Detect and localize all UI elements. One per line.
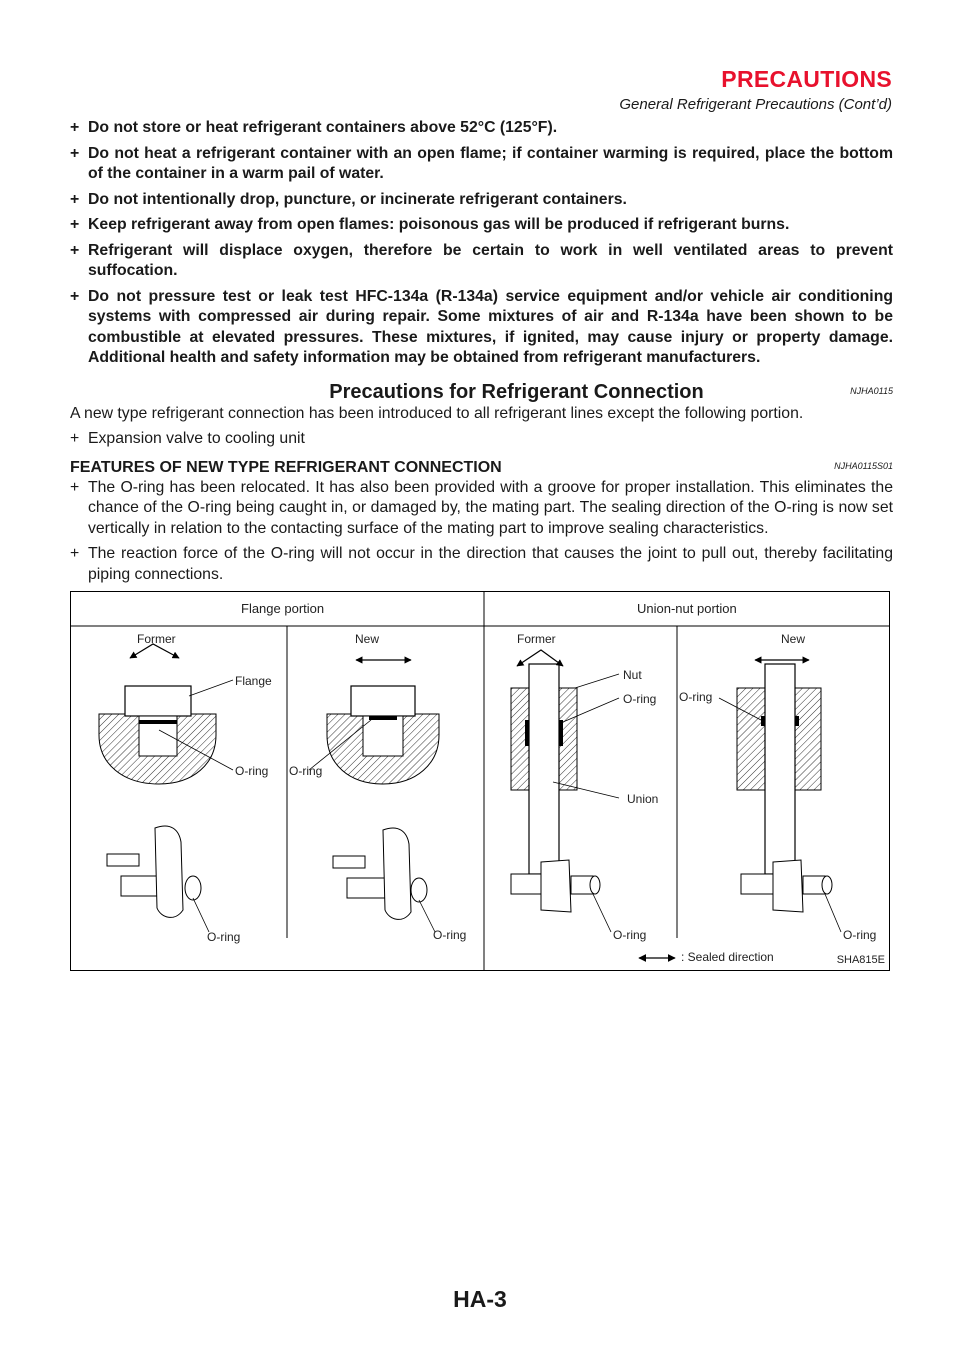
- figure-drawing: [71, 592, 891, 972]
- new-flange-label: New: [355, 632, 380, 646]
- former-flange-iso: [107, 826, 209, 932]
- warning-item: + Do not pressure test or leak test HFC-134a (R-134a) service equipment and/or vehicle air conditioning systems with compressed air during repair. Some mixtures of air and R-134a have been shown to be combustible at elevated pressures. These mixtures, if ignited, may cause injury or property damage. Additional health and safety information may be obtained from refrigerant manufacturers.: [70, 287, 893, 366]
- page-number: HA-3: [453, 1286, 507, 1312]
- bullet-mark: +: [70, 478, 80, 496]
- oring-callout-iso-3: O-ring: [613, 928, 647, 942]
- figure-id: SHA815E: [836, 954, 885, 966]
- bullet-mark: +: [70, 287, 80, 305]
- oring-callout-new-flange: O-ring: [289, 764, 323, 778]
- content: [70, 118, 893, 590]
- new-union-iso: [741, 860, 841, 932]
- warning-item: + Keep refrigerant away from open flames: poisonous gas will be produced if refrigerant burns.: [70, 215, 893, 236]
- oring-callout-iso-1: O-ring: [207, 930, 241, 944]
- bullet-mark: +: [70, 119, 80, 136]
- connection-figure: [70, 591, 890, 971]
- nut-callout: Nut: [623, 668, 642, 682]
- warning-list: [70, 118, 893, 369]
- union-nut-portion-label: Union-nut portion: [637, 601, 737, 616]
- feature-item: + The reaction force of the O-ring will not occur in the direction that causes the joint to pull out, thereby facilitating piping connections.: [70, 545, 893, 583]
- union-callout: Union: [627, 792, 659, 806]
- warning-item: + Do not intentionally drop, puncture, or incinerate refrigerant containers.: [70, 190, 893, 211]
- header-subtitle: General Refrigerant Precautions (Cont’d): [619, 96, 892, 113]
- bullet-mark: +: [70, 144, 80, 162]
- bullet-mark: +: [70, 216, 80, 233]
- section-intro: A new type refrigerant connection has been introduced to all refrigerant lines except the following portion.: [70, 404, 804, 422]
- former-flange-label: Former: [137, 632, 176, 646]
- features-code: NJHA0115S01: [834, 460, 893, 471]
- bullet-mark: +: [70, 545, 80, 562]
- exception-list: [70, 429, 893, 450]
- oring-callout-iso-4: O-ring: [843, 928, 877, 942]
- former-union-iso: [511, 860, 611, 932]
- bullet-mark: +: [70, 430, 80, 447]
- oring-callout-iso-2: O-ring: [433, 928, 467, 942]
- section-title: Precautions for Refrigerant Connection NJHA0115: [329, 380, 893, 403]
- new-flange-drawing: [309, 660, 439, 784]
- exception-item: + Expansion valve to cooling unit: [70, 429, 893, 450]
- bullet-mark: +: [70, 190, 80, 208]
- new-union-label: New: [781, 632, 806, 646]
- warning-item: + Do not store or heat refrigerant containers above 52°C (125°F).: [70, 118, 893, 139]
- warning-item: + Do not heat a refrigerant container with an open flame; if container warming is required, place the bottom of the container in a warm pail of water.: [70, 144, 893, 182]
- header-title: PRECAUTIONS: [721, 66, 892, 92]
- oring-callout-former-union: O-ring: [623, 692, 657, 706]
- former-union-label: Former: [517, 632, 556, 646]
- warning-item: + Refrigerant will displace oxygen, therefore be certain to work in well ventilated areas to prevent suffocation.: [70, 241, 893, 279]
- page-header: [0, 66, 892, 114]
- flange-callout: Flange: [235, 674, 272, 688]
- section-code: NJHA0115: [850, 385, 893, 396]
- oring-callout-former-flange: O-ring: [235, 764, 269, 778]
- former-union-drawing: [511, 650, 619, 874]
- new-union-drawing: [719, 660, 821, 874]
- features-heading: FEATURES OF NEW TYPE REFRIGERANT CONNECTION NJHA0115S01: [70, 458, 893, 478]
- bullet-mark: +: [70, 241, 80, 259]
- oring-callout-new-union: O-ring: [679, 690, 713, 704]
- features-list: [70, 478, 893, 586]
- feature-item: + The O-ring has been relocated. It has also been provided with a groove for proper installation. This eliminates the chance of the O-ring being caught in, or damaged by, the mating part. The sealing direction of the O-ring is now set vertically in relation to the contacting surface of the mating part to improve sealing characteristics.: [70, 478, 893, 537]
- new-flange-iso: [333, 828, 435, 932]
- flange-portion-label: Flange portion: [241, 601, 325, 616]
- former-flange-drawing: [99, 644, 233, 784]
- sealed-direction-legend: : Sealed direction: [681, 950, 774, 964]
